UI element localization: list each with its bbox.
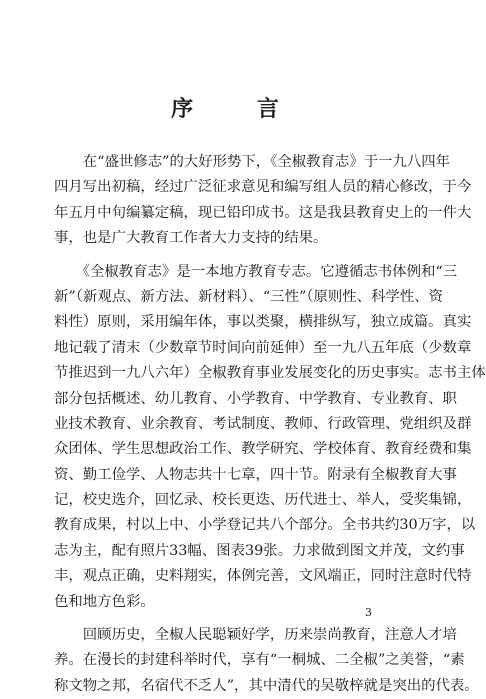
text-line: 资、勤工俭学、人物志共十七章，四十节。附录有全椒教育大事 — [54, 466, 457, 483]
text-line: 《全椒教育志》是一本地方教育专志。它遵循志书体例和“三 — [54, 263, 458, 280]
text-line: 业技术教育、业余教育、考试制度、教师、行政管理、党组织及群 — [54, 415, 472, 432]
page-number: 3 — [365, 606, 372, 619]
text-line: 节推迟到一九八六年）全椒教育事业发展变化的历史事实。志书主体 — [54, 365, 486, 382]
text-line: 称文物之邦，名宿代不乏人”，其中清代的吴敬梓就是突出的代表。 — [54, 677, 479, 694]
text-line: 色和地方色彩。 — [54, 593, 155, 610]
text-line: 记，校史选介，回忆录、校长更迭、历代进士、举人，受奖集锦， — [54, 492, 472, 509]
paragraph — [54, 260, 486, 615]
text-line: 养。在漫长的封建科举时代，享有“一桐城、二全椒”之美誉，“素 — [54, 652, 465, 669]
text-line: 在“盛世修志”的大好形势下，《全椒教育志》于一九八四年 — [54, 154, 451, 170]
paragraph-gap — [54, 252, 406, 260]
text-line: 年五月中旬编纂定稿，现已铅印成书。这是我县教育史上的一件大 — [54, 204, 472, 221]
page-title: 序 言 — [171, 96, 307, 122]
text-line: 料性）原则，采用编年体，事以类聚，横排纵写，独立成篇。真实 — [54, 314, 472, 331]
text-line: 地记载了清末（少数章节时间向前延伸）至一九八五年底（少数章 — [54, 339, 472, 356]
text-line: 四月写出初稿，经过广泛征求意见和编写组人员的精心修改，于今 — [54, 179, 472, 196]
text-line: 教育成果，村以上中、小学登记共八个部分。全书共约30万字，以 — [54, 517, 476, 534]
paragraph — [54, 623, 479, 699]
text-line: 部分包括概述、幼儿教育、小学教育、中学教育、专业教育、职 — [54, 390, 457, 407]
text-line: 事，也是广大教育工作者大力支持的结果。 — [54, 230, 328, 247]
text-line: 新”（新观点、新方法、新材料）、“三性”（原则性、科学性、资 — [54, 288, 444, 305]
document-body — [54, 150, 486, 699]
text-line: 志为主，配有照片33幅、图表39张。力求做到图文并茂，文约事 — [54, 542, 465, 559]
text-line: 众团体、学生思想政治工作、教学研究、学校体育、教育经费和集 — [54, 441, 472, 458]
text-line: 回顾历史，全椒人民聪颖好学，历来崇尚教育，注意人才培 — [54, 627, 457, 644]
paragraph-gap — [54, 615, 406, 623]
paragraph — [54, 150, 472, 252]
text-line: 丰，观点正确，史料翔实，体例完善，文风端正，同时注意时代特 — [54, 568, 472, 585]
